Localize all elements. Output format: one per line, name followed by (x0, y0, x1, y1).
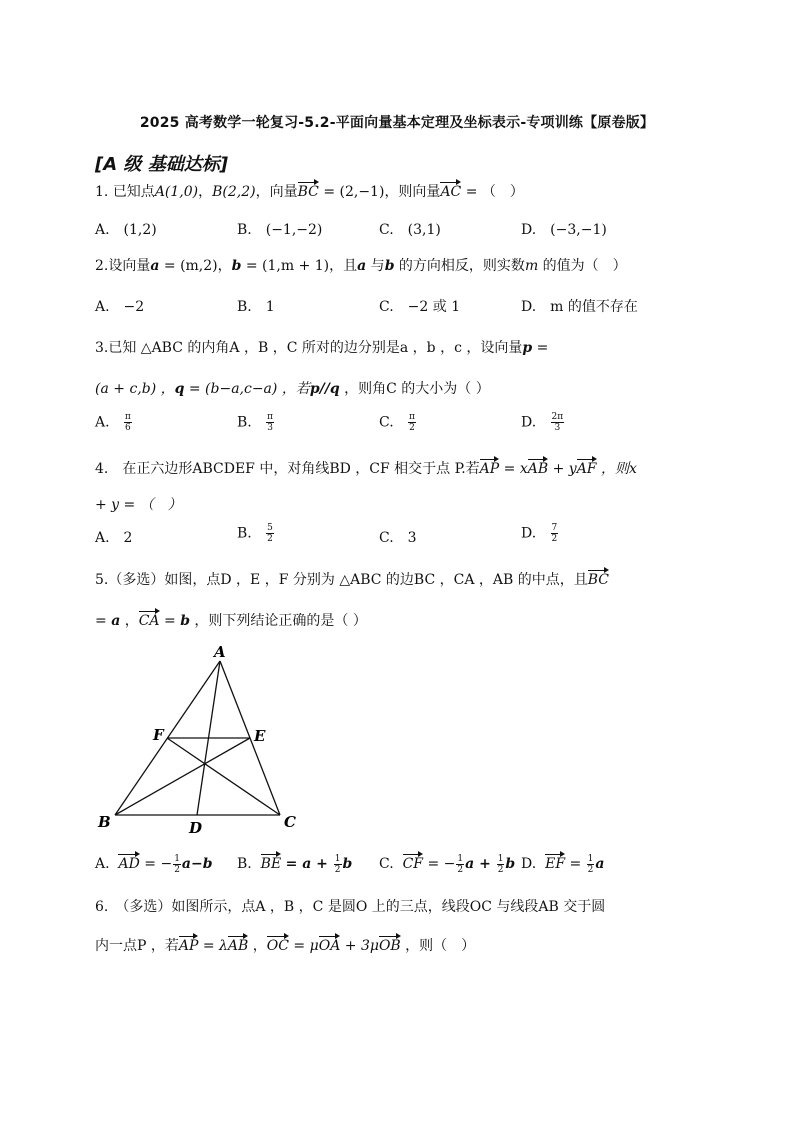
q3-parallel: p//q (309, 381, 340, 397)
q1-text: 已知点 (112, 184, 155, 200)
numerator: 2π (551, 412, 564, 422)
numerator: 7 (551, 523, 558, 533)
question-4-line-2 (95, 494, 182, 514)
q5-option-a-vector: AD (118, 852, 139, 872)
q4-option-a: A. 2 (95, 530, 133, 546)
q4-option-d-fraction (551, 523, 559, 544)
denominator: 2 (457, 864, 464, 875)
q5-option-c-fraction (456, 854, 464, 875)
q5-option-d-fraction (587, 854, 595, 875)
q5-sep: ， (120, 613, 139, 629)
q2-text-end-2: 的值为（ ） (538, 258, 627, 274)
midpoint-label-e: E (254, 727, 266, 745)
q6-eq-1: = λ (198, 938, 228, 954)
q2-text: 2.设向量 (95, 258, 151, 274)
midpoint-label-f: F (153, 726, 164, 744)
numerator: π (409, 412, 415, 422)
q2-vector-a-2: a (357, 258, 367, 274)
q1-eq-2: = （ ） (465, 184, 524, 200)
q3-option-d-fraction (551, 412, 565, 433)
denominator: 3 (554, 423, 561, 433)
q5-option-c-fraction-2 (497, 854, 505, 875)
q4-option-c: C. 3 (379, 530, 417, 546)
median-cf (167, 738, 280, 815)
q4-text: 4. 在正六边形ABCDEF 中，对角线BD ，CF 相交于点 P.若 (95, 461, 480, 477)
denominator: 2 (497, 864, 504, 875)
q3-vector-p-value: (a + c,b) ， (95, 381, 175, 397)
q6-plus: + 3μ (340, 938, 379, 954)
q5-eq-b: = (159, 613, 181, 629)
q2-vector-a: a (150, 258, 160, 274)
q3-option-c-label: C. (379, 414, 394, 431)
q5-option-d-vector: EF (545, 852, 565, 872)
vertex-label-c: C (284, 813, 296, 831)
q3-option-b-fraction (266, 412, 274, 433)
q5-option-d-tail: a (595, 856, 605, 872)
q1-eq-1: = (2,−1) (323, 184, 385, 200)
q5-eq: = (95, 613, 112, 629)
denominator: 2 (334, 864, 341, 875)
q5-option-b-fraction (334, 854, 342, 875)
q6-vector-oa: OA (319, 934, 341, 954)
q5-option-d-eq: = (569, 856, 586, 872)
q2-vector-b-2: b (384, 258, 395, 274)
q3-vector-q: q (174, 381, 185, 397)
q3-vector-p: p (522, 340, 533, 356)
q4-text-end: ，则x (596, 461, 637, 477)
q3-vector-q-value: = (b−a,c−a) ，若 (184, 381, 310, 397)
question-2 (95, 255, 627, 275)
q5-option-a-label: A. (95, 856, 110, 872)
q6-vector-ap: AP (179, 934, 199, 954)
q5-option-c-vector: CF (403, 852, 423, 872)
vertex-label-a: A (214, 643, 226, 661)
q3-text-end: ，则角C 的大小为（ ） (339, 381, 490, 397)
median-be (115, 738, 250, 815)
q1-point-b: B(2,2) (212, 184, 256, 200)
q5-option-c-mid: a + (465, 856, 496, 872)
q6-text-2: 内一点P ，若 (95, 938, 179, 954)
q2-eq-b: = (1,m + 1)，且 (241, 258, 358, 274)
question-5-line-2 (95, 609, 367, 630)
q4-option-b-fraction (266, 523, 274, 544)
q4-option-d (521, 523, 559, 544)
q4-plus: + y (548, 461, 577, 477)
numerator: 1 (174, 853, 180, 864)
question-3-line-1 (95, 337, 548, 357)
numerator: 1 (334, 853, 341, 864)
denominator: 2 (409, 423, 415, 433)
q3-eq-p: = (532, 340, 549, 356)
q5-option-b-eq: = a + (285, 856, 333, 872)
q2-eq-a: = (m,2)， (159, 258, 232, 274)
denominator: 2 (587, 864, 594, 875)
q5-option-b (237, 852, 352, 875)
numerator: π (124, 412, 131, 422)
midpoint-label-d: D (189, 819, 203, 837)
numerator: π (267, 412, 274, 422)
q3-option-a-label: A. (95, 414, 110, 431)
q4-option-b (237, 523, 275, 544)
q2-option-c: C. −2 或 1 (379, 299, 461, 315)
document-title: 2025 高考数学一轮复习-5.2-平面向量基本定理及坐标表示-专项训练【原卷版】 (139, 115, 655, 131)
q1-text-2: ，向量 (255, 184, 298, 200)
q3-option-c-fraction (408, 412, 416, 433)
numerator: 1 (497, 853, 504, 864)
q6-vector-oc: OC (267, 934, 289, 954)
numerator: 5 (267, 523, 273, 533)
q3-option-d (521, 412, 565, 433)
q2-vector-b: b (231, 258, 242, 274)
q6-text: 6. （多选）如图所示，点A ，B ，C 是圆O 上的三点，线段OC 与线段AB 交于圆 (95, 899, 606, 915)
q4-eq: = x (499, 461, 528, 477)
question-4-line-1 (95, 457, 637, 478)
q6-vector-ob: OB (379, 934, 401, 954)
q5-option-b-tail: b (342, 856, 353, 872)
q1-text-3: ，则向量 (384, 184, 441, 200)
q3-option-a-fraction (124, 412, 132, 433)
denominator: 2 (551, 534, 558, 544)
q3-option-c (379, 412, 417, 433)
q2-text-end: 的方向相反，则实数 (394, 258, 525, 274)
q1-option-d: D. (−3,−1) (521, 222, 607, 238)
q5-option-a-fraction (173, 854, 181, 875)
q5-option-b-label: B. (237, 856, 252, 872)
q6-text-end: ，则（ ） (400, 938, 476, 954)
numerator: 1 (457, 853, 464, 864)
q2-text-with: 与 (366, 258, 385, 274)
q1-vector-ac: AC (440, 180, 461, 200)
q5-option-a (95, 852, 213, 875)
q1-option-a: A. (1,2) (95, 222, 157, 238)
denominator: 6 (125, 423, 131, 433)
q4-vector-ap: AP (480, 457, 500, 477)
q2-option-a: A. −2 (95, 299, 145, 315)
q2-option-b: B. 1 (237, 299, 275, 315)
q1-number: 1. (95, 184, 109, 200)
q1-option-c: C. (3,1) (379, 222, 441, 238)
question-1 (95, 180, 524, 201)
section-heading: [A 级 基础达标] (95, 154, 228, 175)
q5-option-a-eq: = − (144, 856, 173, 872)
vertex-label-b: B (98, 813, 111, 831)
q4-option-d-label: D. (521, 525, 537, 542)
question-3-line-2 (95, 378, 490, 398)
q4-option-b-label: B. (237, 525, 252, 542)
q3-option-a (95, 412, 133, 433)
q5-option-c (379, 852, 515, 875)
q5-option-c-tail: b (505, 856, 516, 872)
numerator: 1 (587, 853, 594, 864)
q1-option-b: B. (−1,−2) (237, 222, 323, 238)
q5-vector-bc: BC (588, 568, 609, 588)
q3-option-d-label: D. (521, 414, 537, 431)
denominator: 2 (174, 864, 180, 875)
q5-option-a-tail: a−b (181, 856, 213, 872)
q5-option-d-label: D. (521, 856, 537, 872)
q6-sep: ， (248, 938, 267, 954)
q3-option-b (237, 412, 275, 433)
q2-option-d: D. m 的值不存在 (521, 299, 638, 315)
q5-vector-a: a (111, 613, 121, 629)
q4-text-line-2: + y = （ ） (95, 497, 182, 513)
q5-option-c-eq: = − (427, 856, 456, 872)
q4-vector-af: AF (577, 457, 597, 477)
q5-vector-b: b (180, 613, 190, 629)
denominator: 3 (267, 423, 273, 433)
denominator: 2 (267, 534, 273, 544)
q5-option-b-vector: BE (261, 852, 282, 872)
q1-point-a: A(1,0) (154, 184, 199, 200)
triangle-figure (95, 643, 305, 838)
q5-option-c-label: C. (379, 856, 394, 872)
q6-eq-2: = μ (288, 938, 319, 954)
q5-option-d (521, 852, 604, 875)
q6-vector-ab: AB (228, 934, 248, 954)
q1-sep: ， (198, 184, 213, 200)
q5-text-end: ，则下列结论正确的是（ ） (189, 613, 367, 629)
q1-vector-bc: BC (298, 180, 319, 200)
q5-vector-ca: CA (139, 609, 160, 629)
q4-vector-ab: AB (528, 457, 548, 477)
q2-var-m: m (524, 258, 539, 274)
question-5-line-1 (95, 568, 609, 589)
question-6-line-2 (95, 934, 475, 955)
q3-option-b-label: B. (237, 414, 252, 431)
question-6-line-1 (95, 896, 605, 916)
q3-text: 3.已知 △ABC 的内角A ，B ，C 所对的边分别是a ，b ，c ，设向量 (95, 340, 523, 356)
q5-text: 5.（多选）如图，点D ，E ，F 分别为 △ABC 的边BC ，CA ，AB 的中点，且 (95, 572, 588, 588)
